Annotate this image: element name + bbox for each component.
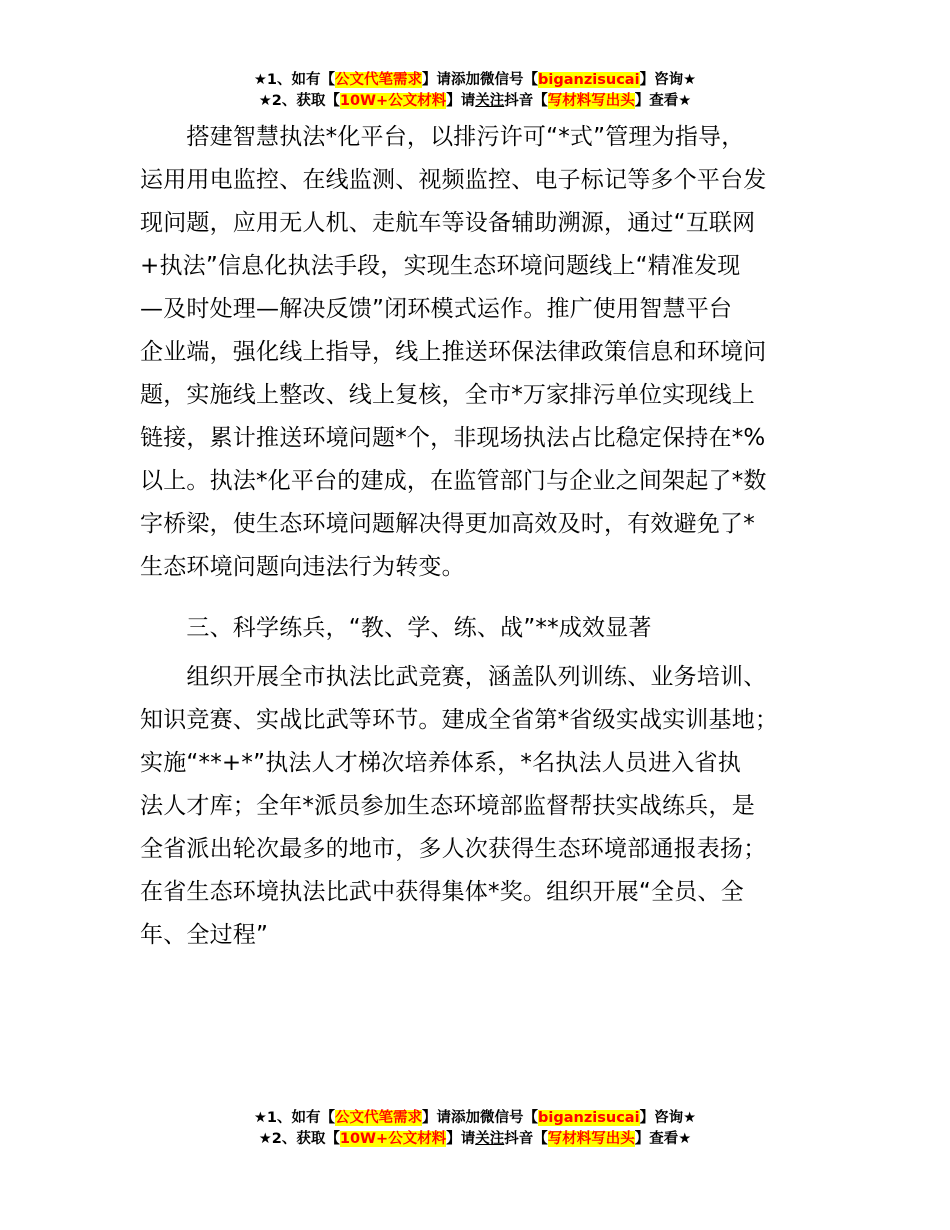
paragraph-line: +执法”信息化执法手段，实现生态环境问题线上“精准发现 — [140, 253, 741, 279]
bottom-banner — [0, 1108, 950, 1150]
paragraph-line: 知识竞赛、实战比武等环节。建成全省第*省级实战实训基地； — [140, 707, 779, 733]
banner-text: 】查看★ — [634, 93, 692, 109]
paragraph-line: 实施“**+*”执法人才梯次培养体系，*名执法人员进入省执 — [140, 750, 741, 776]
section-heading — [140, 607, 820, 650]
banner-highlight-wechat: biganzisucai — [538, 1110, 640, 1126]
banner-text: 】咨询★ — [639, 1110, 697, 1126]
banner-underline-follow: 关注 — [475, 93, 505, 109]
paragraph-line: 企业端，强化线上指导，线上推送环保法律政策信息和环境问 — [140, 339, 767, 365]
banner-highlight-service: 公文代笔需求 — [335, 72, 423, 88]
banner-text: ★1、如有【 — [253, 72, 336, 88]
banner-underline-follow: 关注 — [475, 1131, 505, 1147]
banner-line-1 — [0, 70, 950, 91]
banner-text: ★2、获取【 — [258, 1131, 340, 1147]
banner-text: ★1、如有【 — [253, 1110, 336, 1126]
paragraph-line: 法人才库；全年*派员参加生态环境部监督帮扶实战练兵，是 — [140, 793, 755, 819]
banner-highlight-materials: 10W+公文材料 — [339, 93, 447, 109]
paragraph-line: 组织开展全市执法比武竞赛，涵盖队列训练、业务培训、 — [140, 664, 767, 690]
banner-highlight-douyin: 写材料写出头 — [547, 93, 635, 109]
banner-highlight-wechat: biganzisucai — [538, 72, 640, 88]
banner-text: 】咨询★ — [639, 72, 697, 88]
paragraph-line: 链接，累计推送环境问题*个，非现场执法占比稳定保持在*% — [140, 425, 766, 451]
paragraph-line: 搭建智慧执法*化平台，以排污许可“*式”管理为指导， — [140, 124, 745, 150]
banner-text: 抖音【 — [504, 93, 548, 109]
paragraph-line: 生态环境问题向违法行为转变。 — [140, 554, 465, 580]
banner-text: 】请 — [446, 1131, 476, 1147]
paragraph-line: 题，实施线上整改、线上复核，全市*万家排污单位实现线上 — [140, 382, 755, 408]
top-banner — [0, 70, 950, 112]
banner-text: 抖音【 — [504, 1131, 548, 1147]
banner-text: 】请 — [446, 93, 476, 109]
banner-highlight-materials: 10W+公文材料 — [339, 1131, 447, 1147]
paragraph-line: 运用用电监控、在线监测、视频监控、电子标记等多个平台发 — [140, 167, 767, 193]
banner-highlight-douyin: 写材料写出头 — [547, 1131, 635, 1147]
paragraph-smart-enforcement — [140, 116, 820, 589]
paragraph-line: 字桥梁，使生态环境问题解决得更加高效及时，有效避免了* — [140, 511, 755, 537]
paragraph-line: —及时处理—解决反馈”闭环模式运作。推广使用智慧平台 — [140, 296, 733, 322]
banner-text: 】请添加微信号【 — [422, 72, 539, 88]
banner-highlight-service: 公文代笔需求 — [335, 1110, 423, 1126]
paragraph-line: 现问题，应用无人机、走航车等设备辅助溯源，通过“互联网 — [140, 210, 756, 236]
paragraph-line: 年、全过程” — [140, 922, 269, 948]
banner-line-1 — [0, 1108, 950, 1129]
banner-text: 】查看★ — [634, 1131, 692, 1147]
paragraph-line: 全省派出轮次最多的地市，多人次获得生态环境部通报表扬； — [140, 836, 767, 862]
banner-line-2 — [0, 91, 950, 112]
banner-line-2 — [0, 1129, 950, 1150]
paragraph-training — [140, 656, 820, 957]
banner-text: ★2、获取【 — [258, 93, 340, 109]
paragraph-line: 在省生态环境执法比武中获得集体*奖。组织开展“全员、全 — [140, 879, 744, 905]
section-heading-text: 三、科学练兵，“教、学、练、战”**成效显著 — [140, 615, 652, 641]
paragraph-line: 以上。执法*化平台的建成，在监管部门与企业之间架起了*数 — [140, 468, 767, 494]
banner-text: 】请添加微信号【 — [422, 1110, 539, 1126]
